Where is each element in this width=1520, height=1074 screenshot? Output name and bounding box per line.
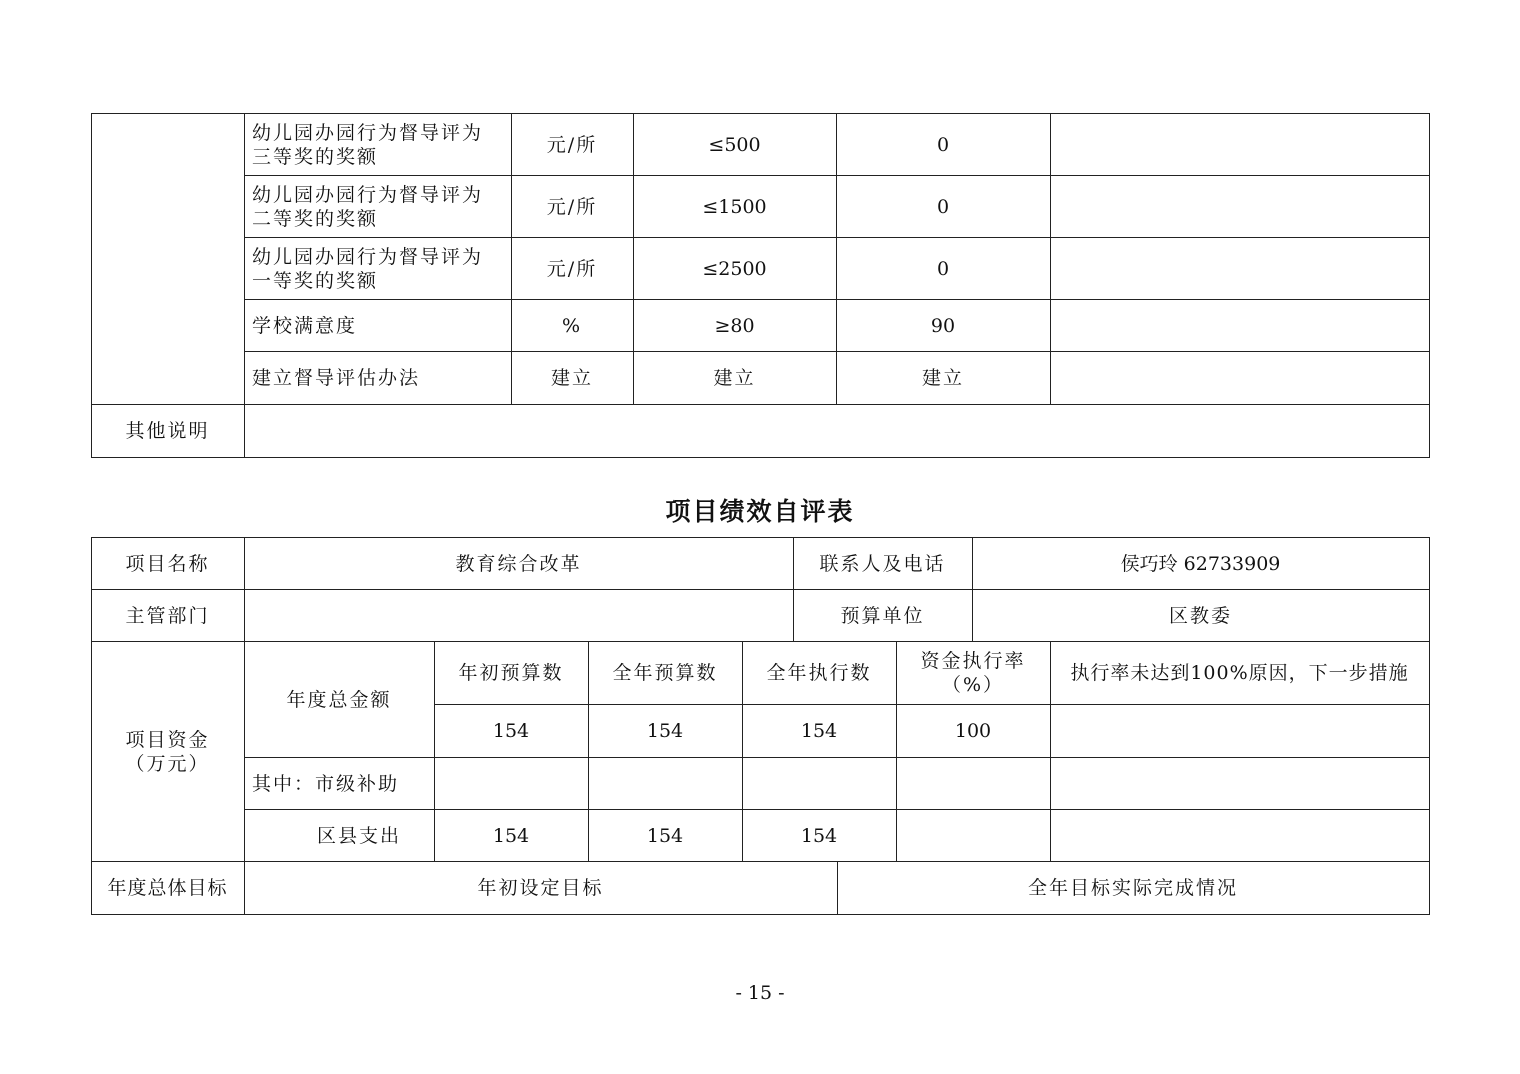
county-execution-rate	[896, 810, 1050, 861]
county-initial-budget: 154	[492, 824, 530, 847]
indicator-actual: 0	[936, 133, 950, 156]
header-annual-budget: 全年预算数	[612, 662, 718, 684]
indicator-unit: 元/所	[546, 133, 598, 156]
annual-total-label: 年度总金额	[286, 688, 392, 711]
total-execution-rate: 100	[954, 720, 992, 742]
indicator-target: ≤500	[708, 133, 761, 156]
indicator-name: 建立督导评估办法	[252, 367, 421, 389]
indicator-note	[1050, 114, 1429, 175]
county-annual-execution: 154	[800, 824, 838, 847]
budget-unit-value: 区教委	[1168, 604, 1232, 627]
header-reason-measures: 执行率未达到100%原因，下一步措施	[1070, 662, 1409, 684]
indicator-name: 幼儿园办园行为督导评为三等奖的奖额	[252, 121, 484, 168]
other-notes-label: 其他说明	[125, 420, 210, 442]
indicator-note	[1050, 238, 1429, 299]
indicator-actual: 0	[936, 195, 950, 218]
indicator-unit: 建立	[550, 367, 593, 389]
indicator-actual: 0	[936, 257, 950, 280]
department-value	[244, 590, 793, 641]
indicator-unit: 元/所	[546, 195, 598, 218]
total-annual-execution: 154	[800, 720, 838, 742]
budget-unit-label: 预算单位	[840, 604, 925, 627]
municipal-annual-execution	[742, 758, 896, 809]
header-annual-execution: 全年执行数	[766, 662, 872, 684]
indicator-actual: 90	[930, 314, 956, 337]
contact-label: 联系人及电话	[819, 552, 946, 575]
indicator-target: ≥80	[714, 314, 755, 337]
municipal-initial-budget	[434, 758, 588, 809]
total-initial-budget: 154	[492, 720, 530, 742]
indicator-note	[1050, 352, 1429, 404]
project-name-value: 教育综合改革	[455, 552, 582, 575]
project-funds-label: 项目资金（万元）	[125, 728, 210, 775]
indicator-name: 幼儿园办园行为督导评为二等奖的奖额	[252, 183, 484, 230]
annual-goal-label: 年度总体目标	[107, 877, 228, 899]
contact-value: 侯巧玲 62733909	[1120, 552, 1281, 575]
total-annual-budget: 154	[646, 720, 684, 742]
county-annual-budget: 154	[646, 824, 684, 847]
indicator-unit: 元/所	[546, 257, 598, 280]
municipal-annual-budget	[588, 758, 742, 809]
indicator-note	[1050, 300, 1429, 351]
indicator-target: ≤1500	[702, 195, 767, 218]
indicator-actual: 建立	[921, 367, 964, 389]
other-notes-value	[244, 405, 1429, 457]
indicator-target: ≤2500	[702, 257, 767, 280]
project-name-label: 项目名称	[125, 552, 210, 575]
municipal-subsidy-label: 其中：市级补助	[252, 772, 400, 795]
department-label: 主管部门	[125, 604, 210, 627]
header-initial-budget: 年初预算数	[458, 662, 564, 684]
page-number: - 15 -	[735, 982, 785, 1004]
indicator-target: 建立	[713, 367, 756, 389]
indicator-note	[1050, 176, 1429, 237]
county-reason	[1050, 810, 1429, 861]
county-expenditure-label: 区县支出	[316, 824, 401, 847]
section-title: 项目绩效自评表	[665, 497, 855, 526]
total-reason	[1050, 705, 1429, 757]
indicator-unit: %	[561, 314, 583, 337]
municipal-reason	[1050, 758, 1429, 809]
municipal-execution-rate	[896, 758, 1050, 809]
indicator-name: 学校满意度	[252, 314, 358, 337]
goal-actual-label: 全年目标实际完成情况	[1027, 877, 1238, 899]
goal-initial-label: 年初设定目标	[477, 877, 604, 899]
indicator-name: 幼儿园办园行为督导评为一等奖的奖额	[252, 245, 484, 292]
header-execution-rate: 资金执行率（%）	[920, 650, 1026, 696]
